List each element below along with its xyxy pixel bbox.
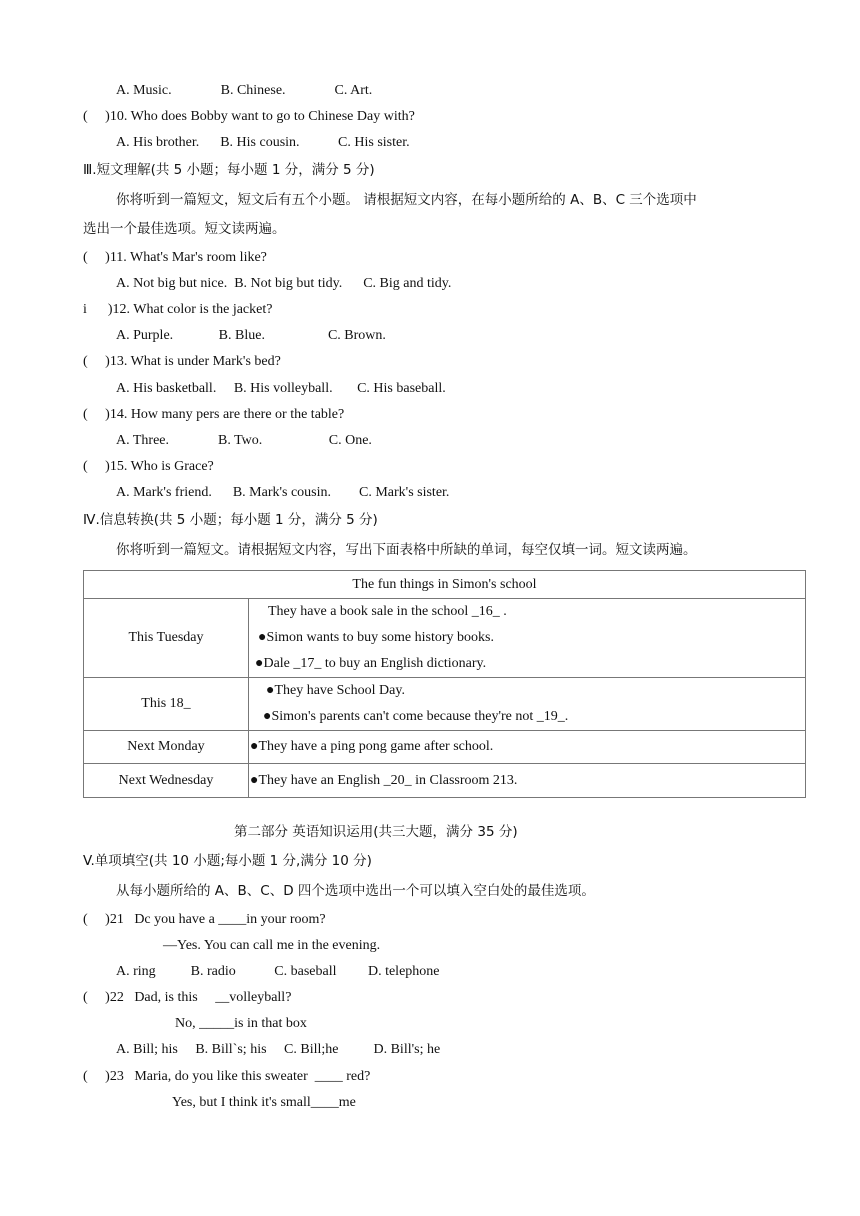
row-line: ●They have School Day. (266, 683, 405, 698)
line-q11-options: A. Not big but nice. B. Not big but tidy. C. Big and tidy. (116, 276, 452, 291)
line-q15-options: A. Mark's friend. B. Mark's cousin. C. Mark's sister. (116, 485, 450, 500)
table-row (84, 764, 806, 798)
row-label: Next Monday (84, 731, 249, 764)
line-q23: ( )23 Maria, do you like this sweater ____ red? (83, 1069, 371, 1084)
line-q22: ( )22 Dad, is this __volleyball? (83, 990, 292, 1005)
info-table (83, 570, 806, 798)
row-label: Next Wednesday (84, 764, 249, 798)
section-3-heading: Ⅲ.短文理解(共 5 小题；每小题 1 分，满分 5 分) (83, 162, 375, 178)
line-q10-options: A. His brother. B. His cousin. C. His sister. (116, 135, 410, 150)
row-line: ●Simon wants to buy some history books. (258, 630, 494, 645)
line-q14: ( )14. How many pers are there or the table? (83, 407, 345, 422)
row-content (249, 678, 806, 731)
line-q13: ( )13. What is under Mark's bed? (83, 354, 281, 369)
part-2-heading: 第二部分 英语知识运用(共三大题，满分 35 分) (234, 824, 518, 840)
line-q9-options: A. Music. B. Chinese. C. Art. (116, 83, 373, 98)
table-row (84, 599, 806, 678)
line-q23-response: Yes, but I think it's small____me (172, 1095, 356, 1110)
row-line: ●They have an English _20_ in Classroom 213. (250, 772, 518, 788)
row-content (249, 764, 806, 798)
section-5-instruction: 从每小题所给的 A、B、C、D 四个选项中选出一个可以填入空白处的最佳选项。 (116, 883, 595, 899)
line-q12: i )12. What color is the jacket? (83, 302, 273, 317)
row-label: This 18_ (84, 678, 249, 731)
line-q10: ( )10. Who does Bobby want to go to Chinese Day with? (83, 109, 415, 124)
row-line: ●Dale _17_ to buy an English dictionary. (255, 656, 487, 671)
table-row (84, 678, 806, 731)
line-q21-options: A. ring B. radio C. baseball D. telephone (116, 964, 440, 979)
section-4-heading: Ⅳ.信息转换(共 5 小题；每小题 1 分，满分 5 分) (83, 512, 378, 528)
line-q13-options: A. His basketball. B. His volleyball. C. His baseball. (116, 381, 446, 396)
line-q22-response: No, _____is in that box (175, 1016, 307, 1031)
line-q21: ( )21 Dc you have a ____in your room? (83, 912, 326, 927)
line-q21-response: —Yes. You can call me in the evening. (163, 938, 381, 953)
table-title-row (84, 571, 806, 599)
section-3-instruction-2: 选出一个最佳选项。短文读两遍。 (83, 221, 286, 237)
line-q15: ( )15. Who is Grace? (83, 459, 214, 474)
row-label: This Tuesday (84, 599, 249, 678)
row-line: ●Simon's parents can't come because they're not _19_. (263, 709, 569, 724)
row-content (249, 599, 806, 678)
table-row (84, 731, 806, 764)
line-q12-options: A. Purple. B. Blue. C. Brown. (116, 328, 386, 343)
row-content (249, 731, 806, 764)
line-q11: ( )11. What's Mar's room like? (83, 250, 267, 265)
section-3-instruction-1: 你将听到一篇短文，短文后有五个小题。 请根据短文内容，在每小题所给的 A、B、C 三个选项中 (116, 192, 697, 208)
row-line: They have a book sale in the school _16_ . (268, 604, 507, 619)
line-q14-options: A. Three. B. Two. C. One. (116, 433, 372, 448)
section-5-heading: V.单项填空(共 10 小题;每小题 1 分,满分 10 分) (83, 853, 372, 869)
table-title: The fun things in Simon's school (84, 571, 806, 599)
section-4-instruction: 你将听到一篇短文。请根据短文内容，写出下面表格中所缺的单词，每空仅填一词。短文读两遍。 (116, 542, 697, 558)
line-q22-options: A. Bill; his B. Bill`s; his C. Bill;he D. Bill's; he (116, 1042, 441, 1057)
row-line: ●They have a ping pong game after school. (250, 739, 494, 754)
